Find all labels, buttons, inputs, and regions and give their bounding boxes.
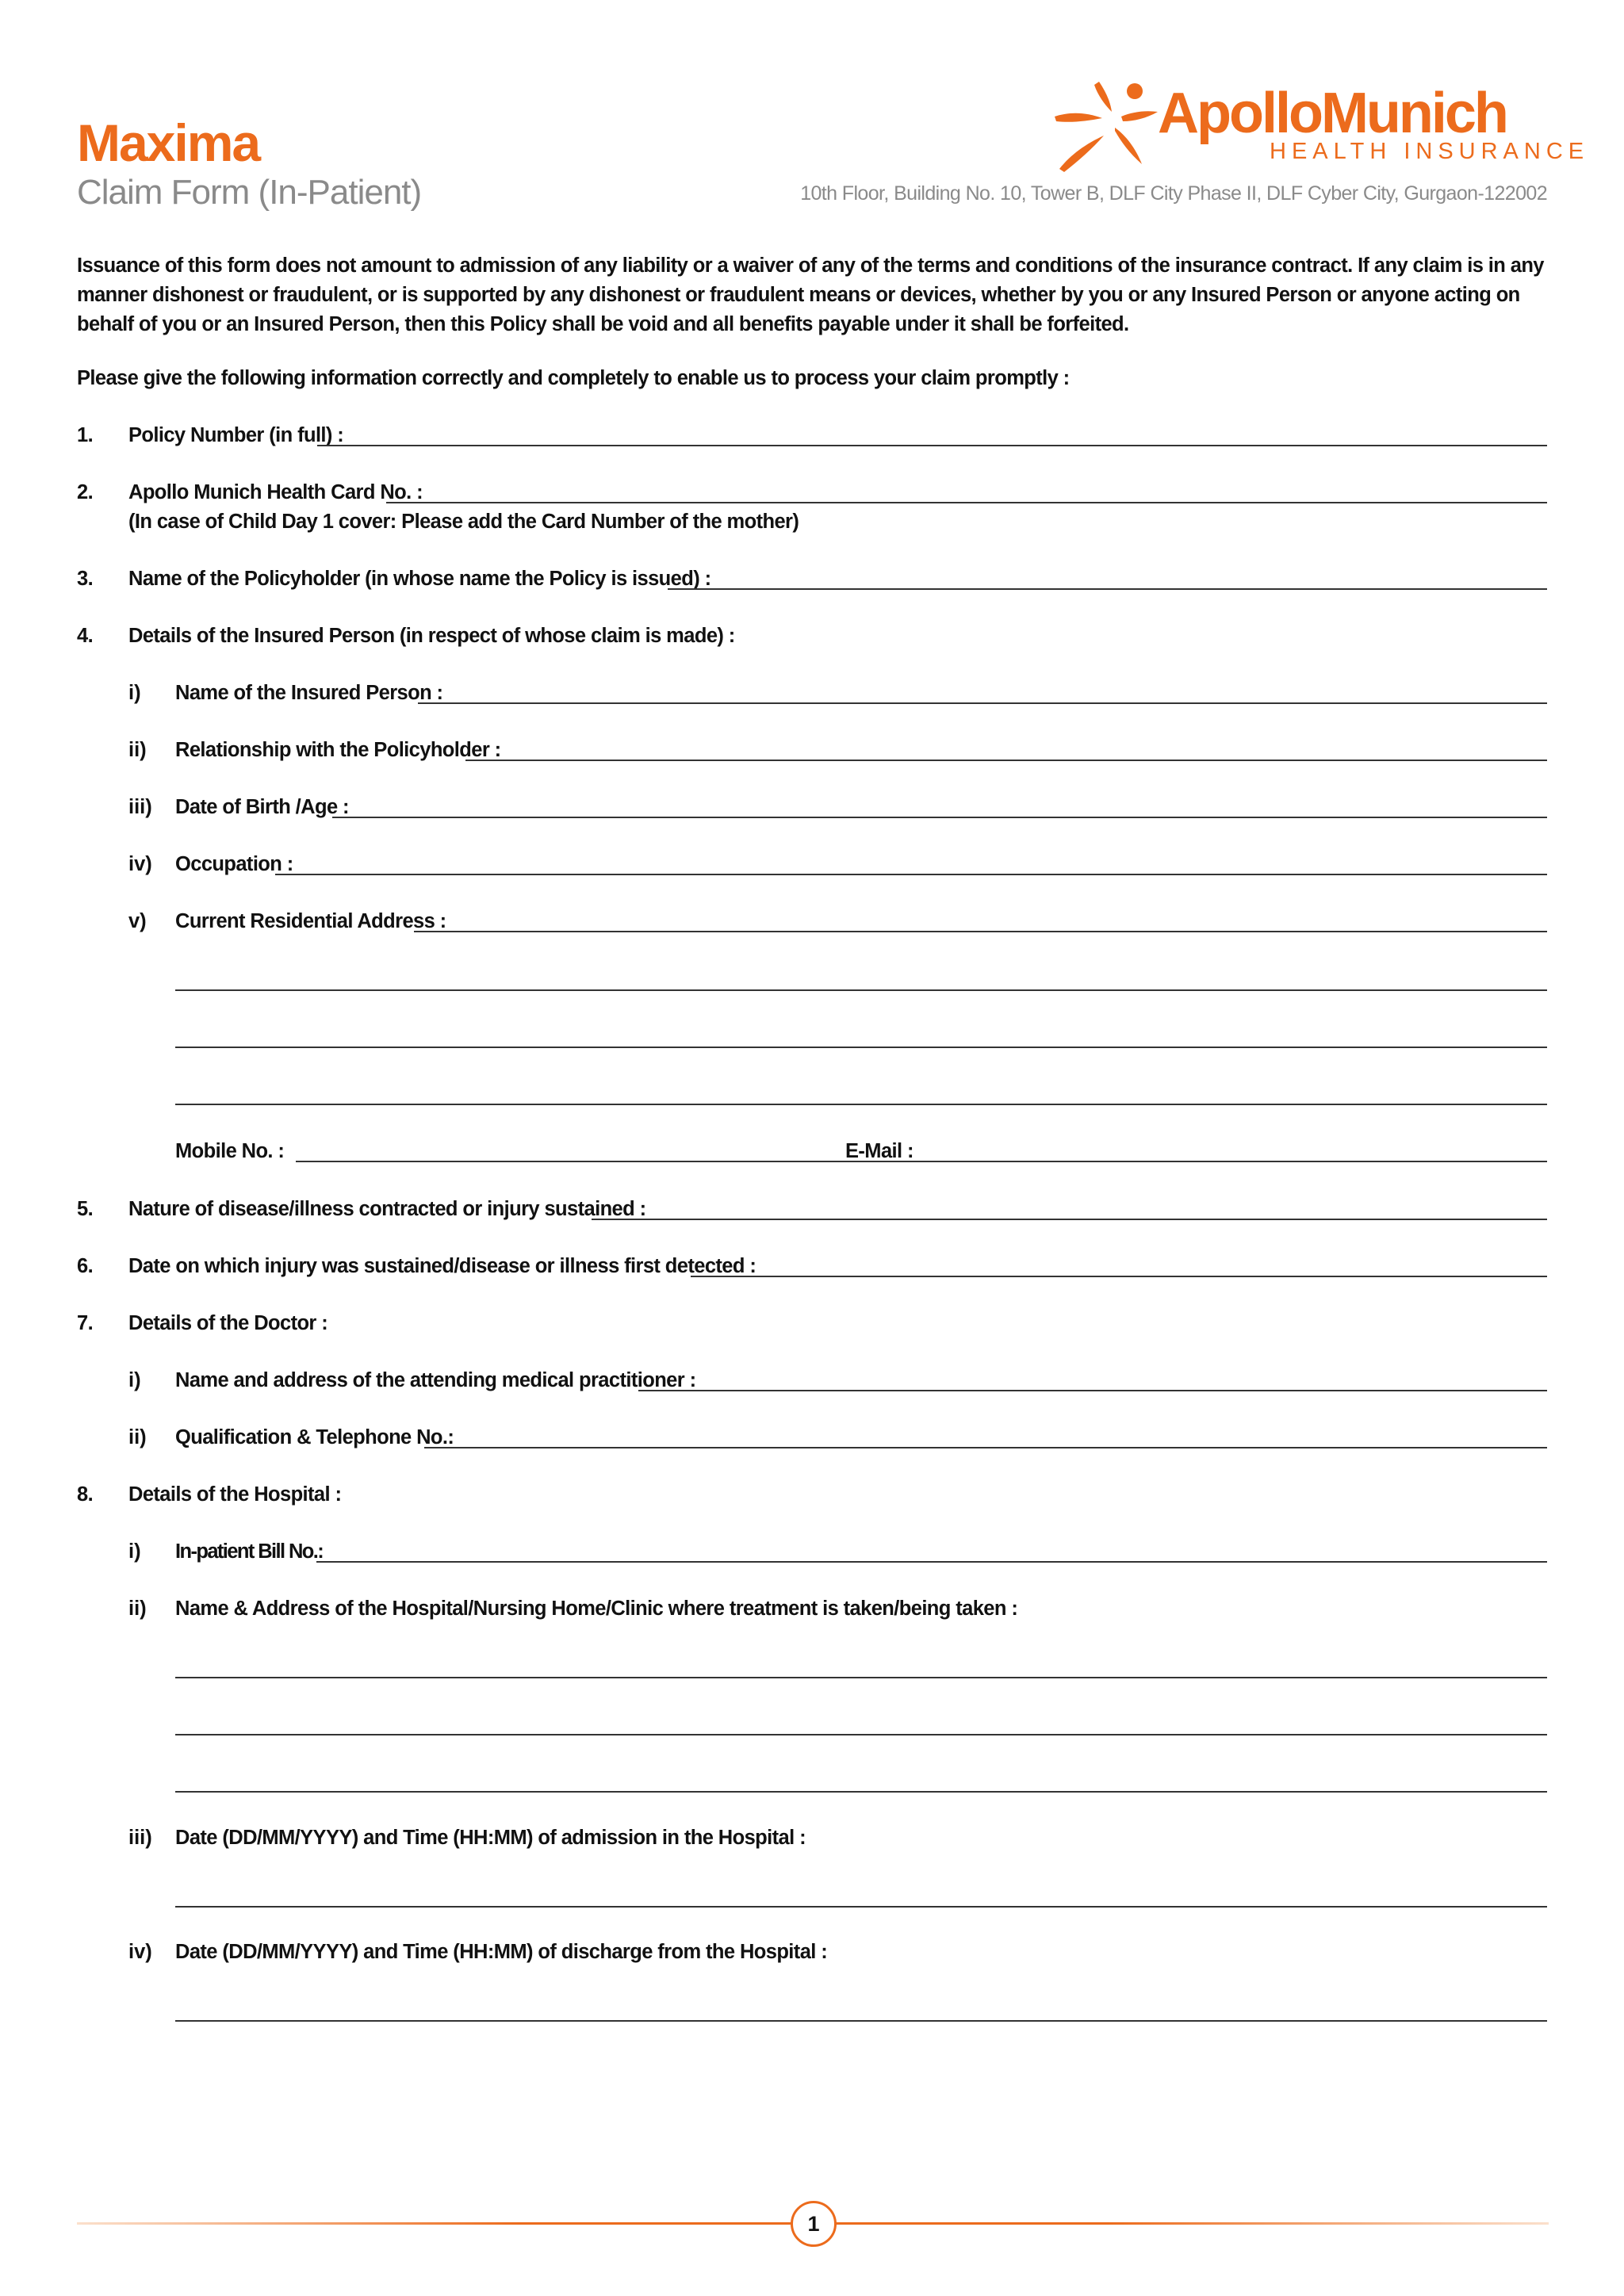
logo-wordmark: ApolloMunich: [1158, 82, 1507, 145]
nature-of-illness-input-line[interactable]: [592, 1219, 1547, 1220]
hospital-address-input-line[interactable]: [175, 1791, 1547, 1793]
item-number: 3.: [77, 568, 94, 590]
field-label: Policy Number (in full) :: [128, 424, 344, 446]
field-label: Name and address of the attending medical practitioner :: [175, 1369, 696, 1391]
address-input-line[interactable]: [175, 989, 1547, 991]
field-doctor-name: [77, 1369, 1547, 1401]
logo-tagline: HEALTH INSURANCE: [1270, 139, 1590, 164]
field-label: Occupation :: [175, 853, 293, 875]
section-insured-person: [77, 625, 1547, 656]
field-label: Relationship with the Policyholder :: [175, 739, 501, 761]
item-number: 5.: [77, 1198, 94, 1220]
sub-number: iv): [128, 1941, 152, 1963]
field-admission-date: [77, 1827, 1547, 1858]
field-address: [77, 910, 1547, 942]
item-number: 8.: [77, 1483, 94, 1506]
field-label: Nature of disease/illness contracted or injury sustained :: [128, 1198, 646, 1220]
hospital-address-input-line[interactable]: [175, 1734, 1547, 1735]
item-number: 1.: [77, 424, 94, 446]
field-note: (In case of Child Day 1 cover: Please add the Card Number of the mother): [128, 511, 799, 533]
sub-number: iv): [128, 853, 152, 875]
field-label: Date (DD/MM/YYYY) and Time (HH:MM) of discharge from the Hospital :: [175, 1941, 828, 1963]
doctor-qualification-input-line[interactable]: [424, 1447, 1547, 1448]
field-label: Date (DD/MM/YYYY) and Time (HH:MM) of admission in the Hospital :: [175, 1827, 806, 1849]
mobile-label: Mobile No. :: [175, 1140, 285, 1162]
injury-date-input-line[interactable]: [691, 1276, 1547, 1277]
item-number: 7.: [77, 1312, 94, 1334]
field-label: In-patient Bill No.:: [175, 1540, 324, 1563]
field-doctor-qualification: [77, 1426, 1547, 1458]
sub-number: i): [128, 682, 141, 704]
sub-number: iii): [128, 796, 152, 818]
email-input-line[interactable]: [910, 1161, 1547, 1162]
hospital-address-input-line[interactable]: [175, 1677, 1547, 1678]
sub-number: ii): [128, 739, 147, 761]
section-label: Details of the Doctor :: [128, 1312, 328, 1334]
sub-number: v): [128, 910, 147, 932]
sub-number: iii): [128, 1827, 152, 1849]
section-hospital: [77, 1483, 1547, 1515]
form-title: Maxima: [77, 113, 260, 172]
field-insured-name: [77, 682, 1547, 714]
insured-name-input-line[interactable]: [418, 702, 1547, 704]
section-doctor: [77, 1312, 1547, 1344]
discharge-date-input-line[interactable]: [175, 2020, 1547, 2022]
health-card-input-line[interactable]: [386, 502, 1547, 503]
email-label: E-Mail :: [845, 1140, 914, 1162]
field-label: Date of Birth /Age :: [175, 796, 349, 818]
item-number: 6.: [77, 1255, 94, 1277]
doctor-name-input-line[interactable]: [638, 1390, 1547, 1391]
field-policyholder-name: [77, 568, 1547, 599]
sub-number: i): [128, 1540, 141, 1563]
item-number: 2.: [77, 481, 94, 503]
address-input-line[interactable]: [175, 1104, 1547, 1105]
admission-date-input-line[interactable]: [175, 1906, 1547, 1908]
field-bill-number: [77, 1540, 1547, 1572]
field-discharge-date: [77, 1941, 1547, 1973]
company-address: 10th Floor, Building No. 10, Tower B, DLF City Phase II, DLF Cyber City, Gurgaon-122002: [800, 182, 1547, 205]
field-label: Name of the Insured Person :: [175, 682, 443, 704]
starburst-icon: [1053, 75, 1160, 174]
sub-number: i): [128, 1369, 141, 1391]
form-subtitle: Claim Form (In-Patient): [77, 173, 422, 212]
field-label: Current Residential Address :: [175, 910, 446, 932]
occupation-input-line[interactable]: [275, 874, 1547, 875]
field-injury-date: [77, 1255, 1547, 1287]
field-health-card: [77, 481, 1547, 533]
relationship-input-line[interactable]: [465, 760, 1547, 761]
policyholder-name-input-line[interactable]: [668, 588, 1547, 590]
field-contact: [77, 1140, 1547, 1172]
sub-number: ii): [128, 1426, 147, 1448]
company-logo: [1053, 75, 1590, 174]
field-label: Apollo Munich Health Card No. :: [128, 481, 423, 503]
instructions-text: Please give the following information correctly and completely to enable us to process your claim promptly :: [77, 367, 1070, 389]
dob-age-input-line[interactable]: [332, 817, 1547, 818]
field-nature-of-illness: [77, 1198, 1547, 1230]
bill-number-input-line[interactable]: [316, 1561, 1547, 1563]
page-number: 1: [791, 2201, 837, 2247]
item-number: 4.: [77, 625, 94, 647]
field-label: Name & Address of the Hospital/Nursing Home/Clinic where treatment is taken/being taken :: [175, 1598, 1018, 1620]
section-label: Details of the Insured Person (in respect of whose claim is made) :: [128, 625, 735, 647]
field-label: Qualification & Telephone No.:: [175, 1426, 454, 1448]
field-dob-age: [77, 796, 1547, 828]
field-label: Date on which injury was sustained/disease or illness first detected :: [128, 1255, 756, 1277]
mobile-input-line[interactable]: [296, 1161, 916, 1162]
sub-number: ii): [128, 1598, 147, 1620]
address-input-line[interactable]: [175, 1047, 1547, 1048]
field-relationship: [77, 739, 1547, 771]
address-input-line[interactable]: [414, 931, 1547, 932]
field-policy-number: [77, 424, 1547, 456]
field-occupation: [77, 853, 1547, 885]
disclaimer-text: Issuance of this form does not amount to admission of any liability or a waiver of any of the terms and conditions of the insurance contract. If any claim is in any manner dishonest or fraudulent, or is supported by any dishonest or fraudulent means or devices, whether by you or any Insured Person or anyone acting on behalf of you or an Insured Person, then this Policy shall be void and all benefits payable under it shall be forfeited.: [77, 254, 1544, 335]
field-hospital-name: [77, 1598, 1547, 1629]
section-label: Details of the Hospital :: [128, 1483, 342, 1506]
policy-number-input-line[interactable]: [317, 445, 1547, 446]
field-label: Name of the Policyholder (in whose name the Policy is issued) :: [128, 568, 711, 590]
